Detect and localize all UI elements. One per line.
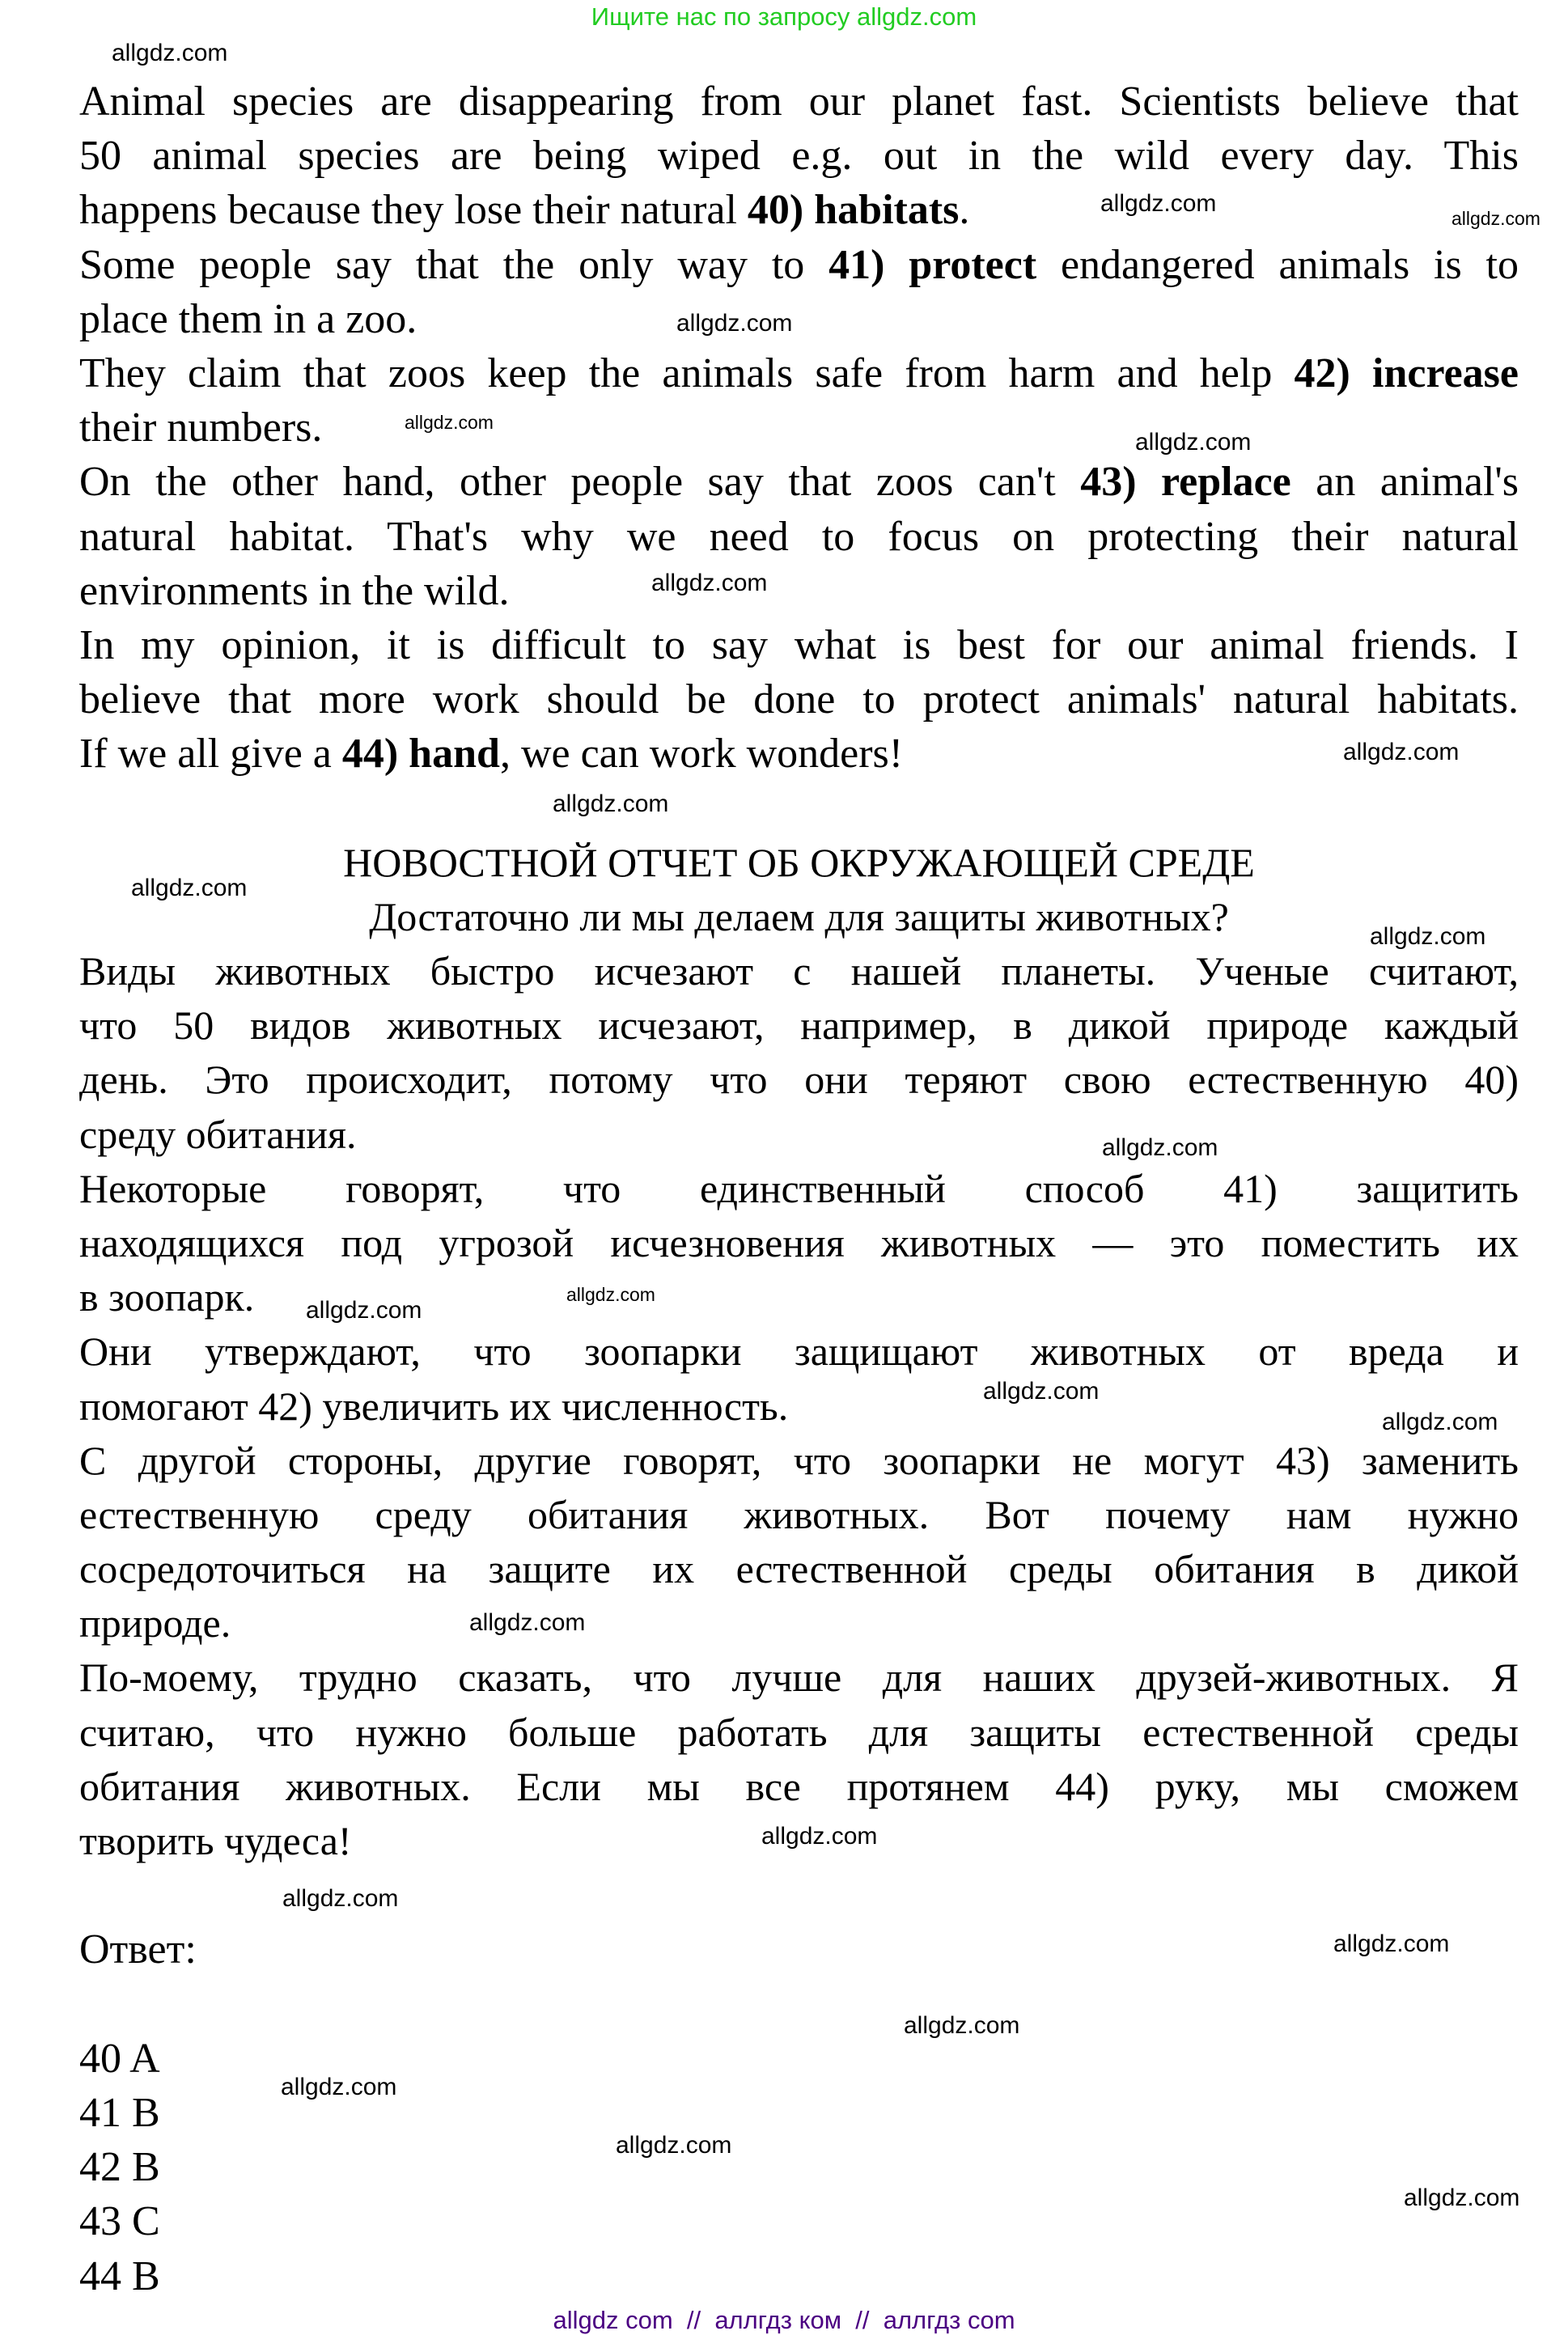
- watermark: allgdz.com: [1382, 1409, 1498, 1435]
- text-segment: НОВОСТНОЙ ОТЧЕТ ОБ ОКРУЖАЮЩЕЙ СРЕДЕ: [343, 839, 1255, 885]
- watermark: allgdz.com: [904, 2012, 1020, 2039]
- text-segment: 50 animal species are being wiped e.g. out in the wild every day. This: [79, 133, 1519, 180]
- text-segment: в зоопарк.: [79, 1274, 255, 1320]
- text-line: [79, 455, 1519, 509]
- text-segment: Виды животных быстро исчезают с нашей планеты. Ученые считают,: [79, 948, 1519, 994]
- text-segment: сосредоточиться на защите их естественной среды обитания в дикой: [79, 1546, 1519, 1592]
- answer-word: 43) replace: [1080, 459, 1291, 506]
- text-line: [79, 1379, 1519, 1434]
- text-line: [79, 292, 1519, 346]
- text-line: [79, 2249, 1519, 2303]
- text-line: [79, 400, 1519, 455]
- text-line: [79, 74, 1519, 129]
- text-line: [79, 129, 1519, 183]
- document-body: [79, 74, 1519, 2303]
- text-segment: 41 B: [79, 2089, 160, 2136]
- text-segment: 40 A: [79, 2035, 160, 2082]
- text-segment: творить чудеса!: [79, 1818, 352, 1863]
- text-line: [79, 2194, 1519, 2248]
- text-segment: С другой стороны, другие говорят, что зоопарки не могут 43) заменить: [79, 1437, 1519, 1483]
- text-segment: что 50 видов животных исчезают, например, в дикой природе каждый: [79, 1002, 1519, 1049]
- text-segment: природе.: [79, 1600, 231, 1646]
- watermark: allgdz.com: [1135, 429, 1252, 456]
- text-segment: In my opinion, it is difficult to say what is best for our animal friends. I: [79, 621, 1519, 668]
- text-line: [79, 944, 1519, 998]
- text-segment: 42 B: [79, 2144, 160, 2191]
- text-segment: день. Это происходит, потому что они теряют свою естественную 40): [79, 1057, 1519, 1103]
- text-line: [79, 1434, 1519, 1488]
- heading-line: [79, 836, 1519, 890]
- footer-watermark: allgdz com // аллгдз ком // аллгдз com: [553, 2306, 1015, 2334]
- watermark: allgdz.com: [112, 40, 228, 66]
- text-line: [79, 346, 1519, 400]
- watermark: allgdz.com: [469, 1609, 586, 1636]
- answer-word: 40) habitats: [747, 187, 960, 234]
- text-segment: On the other hand, other people say that zoos can't: [79, 459, 1081, 506]
- text-line: [79, 998, 1519, 1053]
- text-line: [79, 1324, 1519, 1379]
- text-line: [79, 1488, 1519, 1542]
- watermark: allgdz.com: [553, 790, 669, 817]
- text-line: [79, 1706, 1519, 1760]
- text-segment: По-моему, трудно сказать, что лучше для наших друзей-животных. Я: [79, 1655, 1519, 1701]
- watermark: allgdz.com: [651, 570, 768, 596]
- watermark: allgdz.com: [1451, 208, 1540, 229]
- text-line: [79, 1760, 1519, 1814]
- text-segment: Ответ:: [79, 1926, 197, 1973]
- text-line: [79, 183, 1519, 237]
- text-segment: Animal species are disappearing from our planet fast. Scientists believe that: [79, 78, 1519, 125]
- answer-word: 42) increase: [1294, 350, 1519, 396]
- text-segment: считаю, что нужно больше работать для защиты естественной среды: [79, 1709, 1519, 1755]
- text-segment: среду обитания.: [79, 1111, 357, 1157]
- watermark: allgdz.com: [983, 1378, 1100, 1405]
- text-line: [79, 1216, 1519, 1270]
- text-line: [79, 1108, 1519, 1162]
- watermark: allgdz.com: [281, 2074, 397, 2100]
- watermark: allgdz.com: [131, 875, 248, 901]
- text-line: [79, 1270, 1519, 1324]
- text-segment: an animal's: [1290, 459, 1519, 506]
- blank-line: [79, 781, 1519, 835]
- watermark: allgdz.com: [1102, 1134, 1218, 1161]
- text-line: [79, 510, 1519, 564]
- text-line: [79, 727, 1519, 781]
- watermark: allgdz.com: [306, 1297, 422, 1324]
- answer-word: 44) hand: [341, 731, 500, 778]
- watermark: allgdz.com: [761, 1823, 878, 1850]
- text-segment: помогают 42) увеличить их численность.: [79, 1383, 789, 1429]
- text-line: [79, 1162, 1519, 1216]
- watermark: allgdz.com: [1343, 739, 1460, 765]
- text-line: [79, 2140, 1519, 2194]
- watermark: allgdz.com: [1370, 923, 1486, 950]
- text-line: [79, 1542, 1519, 1596]
- text-segment: happens because they lose their natural: [79, 187, 748, 234]
- text-segment: Достаточно ли мы делаем для защиты животных?: [369, 893, 1229, 939]
- text-line: [79, 1596, 1519, 1651]
- watermark: allgdz.com: [1333, 1930, 1450, 1957]
- text-segment: environments in the wild.: [79, 567, 510, 614]
- text-segment: natural habitat. That's why we need to focus on protecting their natural: [79, 513, 1519, 560]
- watermark: allgdz.com: [405, 412, 494, 433]
- text-line: [79, 1922, 1519, 1977]
- watermark: allgdz.com: [282, 1885, 399, 1912]
- text-segment: обитания животных. Если мы все протянем 44) руку, мы сможем: [79, 1763, 1519, 1809]
- answer-word: 41) protect: [828, 241, 1037, 288]
- watermark: allgdz.com: [566, 1284, 655, 1305]
- text-segment: Some people say that the only way to: [79, 241, 829, 288]
- text-segment: 44 B: [79, 2252, 160, 2299]
- text-segment: Некоторые говорят, что единственный способ 41) защитить: [79, 1165, 1519, 1211]
- text-segment: .: [959, 187, 970, 234]
- text-segment: 43 C: [79, 2198, 160, 2245]
- watermark: allgdz.com: [676, 310, 793, 337]
- text-segment: their numbers.: [79, 405, 323, 451]
- text-line: [79, 238, 1519, 292]
- text-segment: believe that more work should be done to protect animals' natural habitats.: [79, 676, 1519, 723]
- text-segment: , we can work wonders!: [499, 731, 904, 778]
- text-line: [79, 1053, 1519, 1107]
- blank-line: [79, 1977, 1519, 2032]
- text-segment: They claim that zoos keep the animals safe from harm and help: [79, 350, 1295, 396]
- text-line: [79, 1651, 1519, 1705]
- heading-line: [79, 890, 1519, 944]
- text-line: [79, 672, 1519, 727]
- text-segment: находящихся под угрозой исчезновения животных — это поместить их: [79, 1219, 1519, 1265]
- text-line: [79, 618, 1519, 672]
- text-segment: If we all give a: [79, 731, 342, 778]
- search-hint-banner: Ищите нас по запросу allgdz.com: [591, 2, 977, 31]
- text-segment: place them in a zoo.: [79, 295, 417, 342]
- text-line: [79, 564, 1519, 618]
- watermark: allgdz.com: [1100, 190, 1217, 217]
- watermark: allgdz.com: [1404, 2185, 1520, 2211]
- watermark: allgdz.com: [616, 2132, 732, 2159]
- text-segment: естественную среду обитания животных. Вот почему нам нужно: [79, 1491, 1519, 1537]
- text-segment: Они утверждают, что зоопарки защищают животных от вреда и: [79, 1329, 1519, 1375]
- text-segment: endangered animals is to: [1036, 241, 1519, 288]
